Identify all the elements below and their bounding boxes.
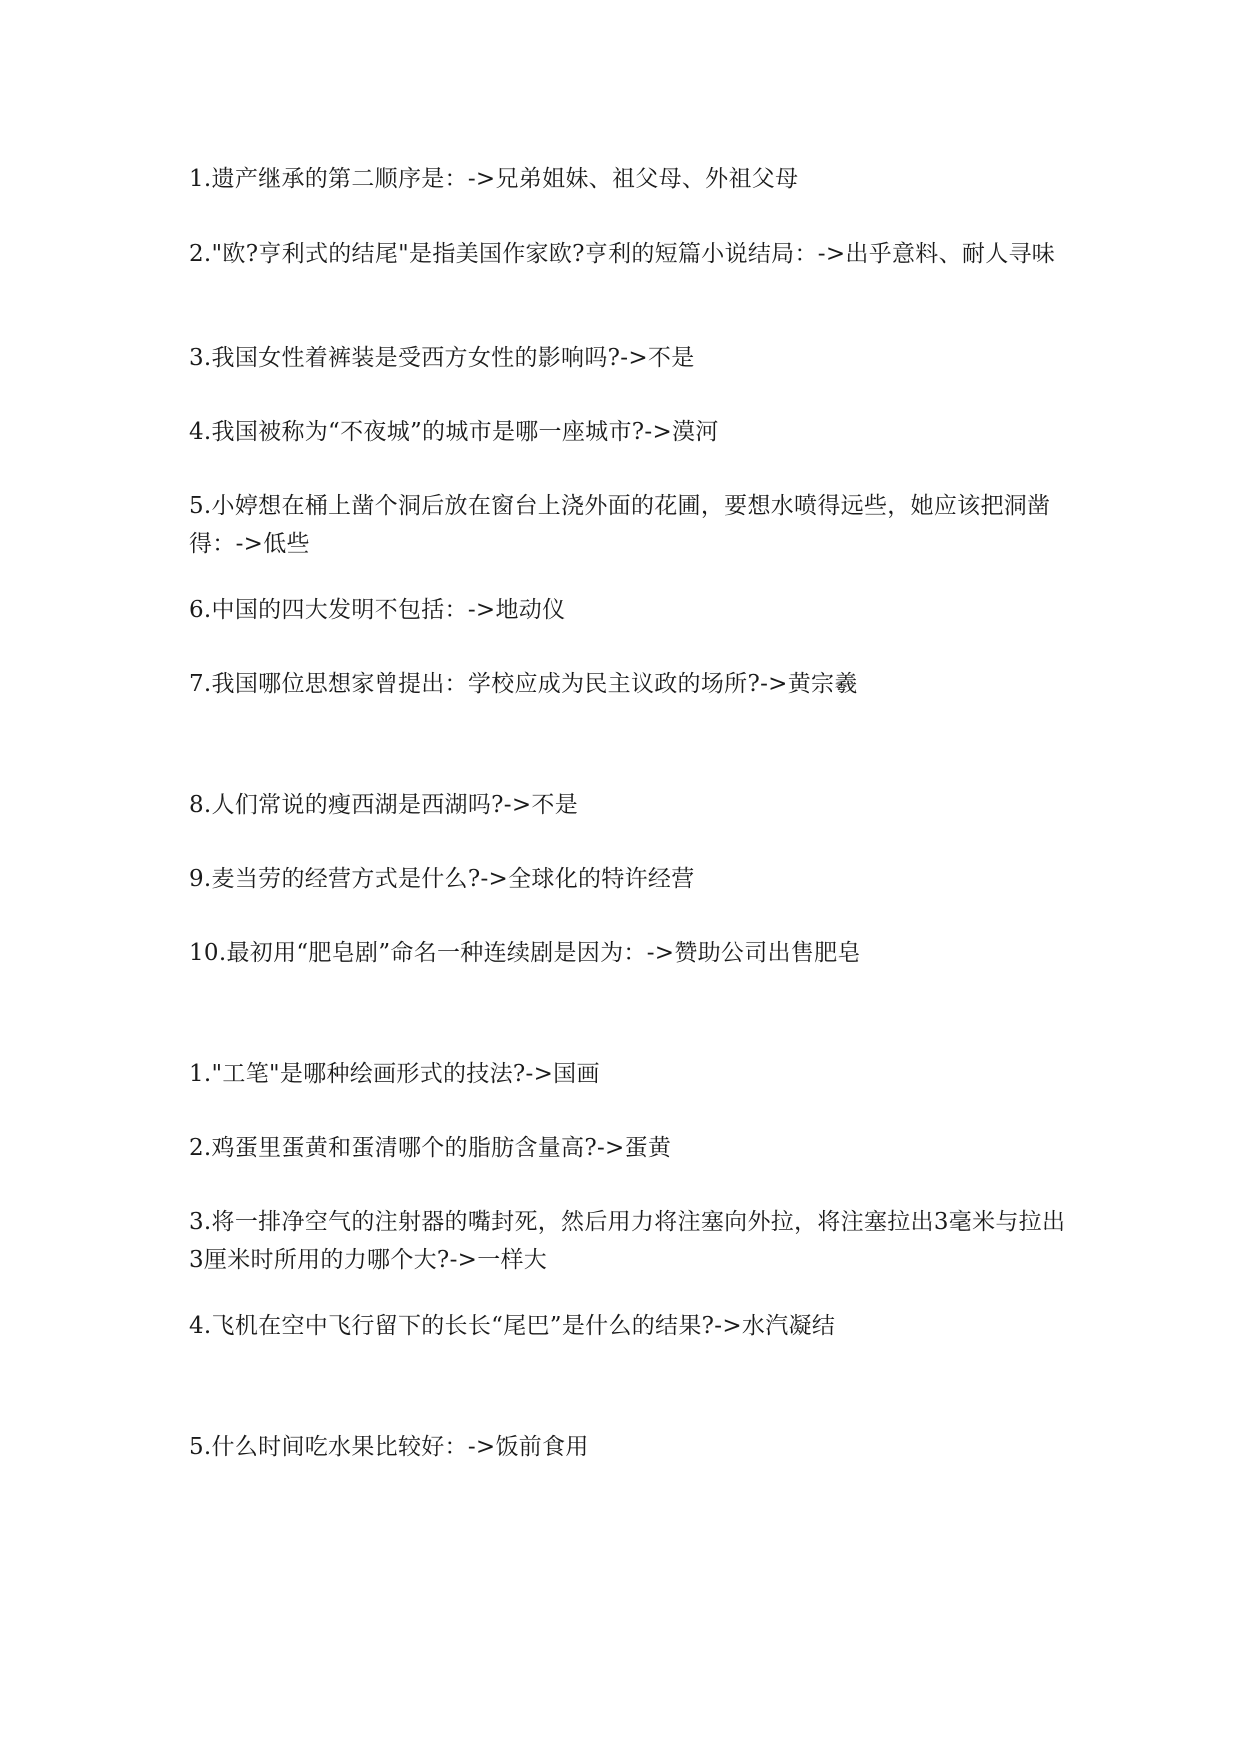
paragraph-12: 2.鸡蛋里蛋黄和蛋清哪个的脂肪含量高?->蛋黄 (189, 1135, 672, 1161)
paragraph-3: 3.我国女性着裤装是受西方女性的影响吗?->不是 (189, 345, 695, 371)
paragraph-9: 9.麦当劳的经营方式是什么?->全球化的特许经营 (189, 866, 695, 892)
paragraph-6: 6.中国的四大发明不包括：->地动仪 (189, 597, 566, 623)
paragraph-2: 2."欧?亨利式的结尾"是指美国作家欧?亨利的短篇小说结局：->出乎意料、耐人寻味 (189, 241, 1056, 267)
paragraph-4: 4.我国被称为“不夜城”的城市是哪一座城市?->漠河 (189, 419, 719, 445)
paragraph-14: 4.飞机在空中飞行留下的长长“尾巴”是什么的结果?->水汽凝结 (189, 1313, 836, 1339)
paragraph-1: 1.遗产继承的第二顺序是：->兄弟姐妹、祖父母、外祖父母 (189, 166, 799, 192)
paragraph-5: 5.小婷想在桶上凿个洞后放在窗台上浇外面的花圃，要想水喷得远些，她应该把洞凿得：->低些 (189, 493, 1051, 557)
paragraph-7: 7.我国哪位思想家曾提出：学校应成为民主议政的场所?->黄宗羲 (189, 671, 858, 697)
paragraph-8: 8.人们常说的瘦西湖是西湖吗?->不是 (189, 792, 579, 818)
paragraph-13: 3.将一排净空气的注射器的嘴封死，然后用力将注塞向外拉，将注塞拉出3毫米与拉出3厘米时所用的力哪个大?->一样大 (189, 1209, 1066, 1273)
paragraph-11: 1."工笔"是哪种绘画形式的技法?->国画 (189, 1061, 600, 1087)
paragraph-15: 5.什么时间吃水果比较好：->饭前食用 (189, 1434, 589, 1460)
paragraph-10: 10.最初用“肥皂剧”命名一种连续剧是因为：->赞助公司出售肥皂 (189, 940, 861, 966)
